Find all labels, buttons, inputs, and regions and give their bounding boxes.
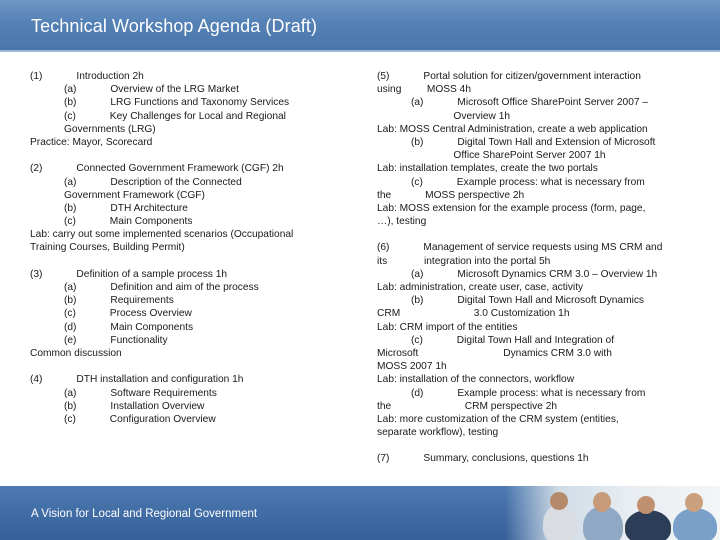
- section-spacer: [377, 439, 689, 452]
- agenda-line: (b) LRG Functions and Taxonomy Services: [30, 97, 290, 109]
- agenda-left-column: [30, 70, 330, 426]
- agenda-line: Common discussion: [30, 347, 122, 359]
- section-spacer: [30, 149, 330, 162]
- agenda-line: (4) DTH installation and configuration 1h: [30, 374, 244, 386]
- agenda-line: its integration into the portal 5h: [377, 255, 551, 267]
- agenda-line: MOSS 2007 1h: [377, 361, 447, 373]
- agenda-line: the CRM perspective 2h: [377, 400, 558, 412]
- agenda-line: Lab: carry out some implemented scenarios (Occupational: [30, 229, 294, 241]
- agenda-line: (b) DTH Architecture: [30, 202, 188, 214]
- agenda-line: Lab: CRM import of the entities: [377, 321, 518, 333]
- agenda-line: (c) Process Overview: [30, 308, 192, 320]
- agenda-line: (d) Example process: what is necessary from: [377, 387, 646, 399]
- agenda-line: …), testing: [377, 216, 427, 228]
- agenda-line: (a) Description of the Connected: [30, 176, 242, 188]
- agenda-line: the MOSS perspective 2h: [377, 189, 525, 201]
- agenda-line: (6) Management of service requests using MS CRM and: [377, 242, 663, 254]
- agenda-line: Training Courses, Building Permit): [30, 242, 185, 254]
- agenda-line: (a) Definition and aim of the process: [30, 282, 259, 293]
- agenda-line: Microsoft Dynamics CRM 3.0 with: [377, 347, 612, 359]
- slide-title: Technical Workshop Agenda (Draft): [31, 16, 318, 36]
- agenda-line: Government Framework (CGF): [30, 189, 205, 201]
- agenda-line: Lab: more customization of the CRM system (entities,: [377, 413, 619, 425]
- title-bar: [0, 0, 720, 52]
- agenda-line: (7) Summary, conclusions, questions 1h: [377, 453, 589, 465]
- people-photo: [505, 486, 720, 540]
- agenda-line: (a) Software Requirements: [30, 387, 217, 399]
- agenda-line: Overview 1h: [377, 110, 511, 122]
- agenda-line: (2) Connected Government Framework (CGF) 2h: [30, 163, 284, 175]
- agenda-line: (c) Digital Town Hall and Integration of: [377, 334, 615, 346]
- agenda-line: (a) Microsoft Office SharePoint Server 2007 –: [377, 97, 649, 109]
- agenda-line: (a) Microsoft Dynamics CRM 3.0 – Overview 1h: [377, 268, 658, 280]
- footer-tagline: A Vision for Local and Regional Government: [31, 508, 258, 520]
- agenda-line: (b) Digital Town Hall and Extension of Microsoft: [377, 136, 656, 148]
- agenda-line: (c) Main Components: [30, 216, 193, 228]
- agenda-line: Lab: administration, create user, case, activity: [377, 282, 584, 293]
- agenda-line: (d) Main Components: [30, 321, 194, 333]
- agenda-line: (1) Introduction 2h: [30, 71, 144, 82]
- agenda-line: separate workflow), testing: [377, 427, 499, 439]
- section-spacer: [30, 360, 330, 373]
- agenda-line: (c) Configuration Overview: [30, 413, 216, 425]
- agenda-line: (a) Overview of the LRG Market: [30, 84, 239, 96]
- agenda-line: CRM 3.0 Customization 1h: [377, 308, 570, 320]
- footer-bar: [0, 486, 720, 540]
- agenda-line: (b) Requirements: [30, 295, 174, 307]
- agenda-line: (c) Key Challenges for Local and Regional: [30, 110, 286, 122]
- agenda-line: (3) Definition of a sample process 1h: [30, 268, 228, 280]
- agenda-line: Lab: MOSS extension for the example process (form, page,: [377, 202, 646, 214]
- agenda-line: Governments (LRG): [30, 123, 156, 135]
- agenda-line: using MOSS 4h: [377, 84, 471, 96]
- agenda-line: (b) Digital Town Hall and Microsoft Dynamics: [377, 295, 645, 307]
- agenda-line: Practice: Mayor, Scorecard: [30, 136, 153, 148]
- agenda-line: (e) Functionality: [30, 334, 168, 346]
- agenda-line: (5) Portal solution for citizen/government interaction: [377, 71, 641, 82]
- section-spacer: [30, 255, 330, 268]
- agenda-line: Lab: installation templates, create the two portals: [377, 163, 598, 175]
- agenda-line: Office SharePoint Server 2007 1h: [377, 150, 606, 162]
- agenda-line: (b) Installation Overview: [30, 400, 205, 412]
- agenda-line: Lab: MOSS Central Administration, create a web application: [377, 123, 648, 135]
- agenda-line: Lab: installation of the connectors, workflow: [377, 374, 575, 386]
- section-spacer: [377, 228, 689, 241]
- agenda-right-column: [377, 70, 689, 466]
- agenda-line: (c) Example process: what is necessary from: [377, 176, 645, 188]
